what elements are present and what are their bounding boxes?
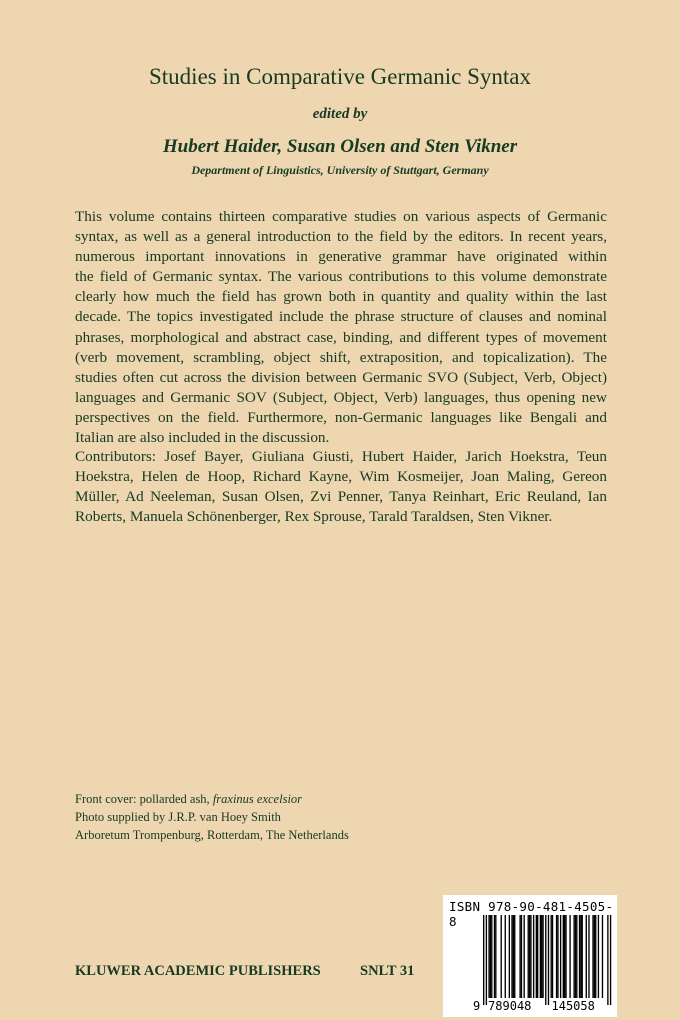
barcode-bar	[575, 915, 576, 998]
barcode-bar	[495, 915, 496, 998]
species-name: fraxinus excelsior	[212, 792, 303, 806]
barcode-bar	[569, 915, 570, 998]
barcode-bar	[491, 915, 492, 998]
barcode-bar	[576, 915, 577, 998]
photo-location: Arboretum Trompenburg, Rotterdam, The Netherlands	[75, 828, 349, 842]
barcode-bar	[542, 915, 543, 998]
barcode-bar	[536, 915, 537, 998]
contributors-paragraph	[75, 447, 607, 527]
barcode-bar	[529, 915, 530, 998]
barcode-bar	[610, 915, 611, 1005]
barcode-bar	[545, 915, 546, 1005]
text-line: decade. The topics investigated include the phrase structure of clauses and nominal	[75, 308, 607, 326]
barcode-bar	[573, 915, 574, 998]
barcode-bar	[509, 915, 510, 998]
text-line: syntax, as well as a general introduction to the field by the editors. In recent years,	[75, 228, 607, 246]
barcode-digits: 9	[473, 999, 481, 1013]
isbn-label: ISBN 978-90-481-4505-8	[449, 899, 614, 929]
barcode-bar	[607, 915, 608, 1005]
text-line: clearly how much the field has grown both in quantity and quality within the last	[75, 288, 607, 306]
front-cover-text: Front cover: pollarded ash,	[75, 792, 213, 806]
editors: Hubert Haider, Susan Olsen and Sten Vikner	[162, 136, 518, 157]
barcode-bar	[540, 915, 541, 998]
barcode-bar	[513, 915, 514, 998]
text-line: Contributors: Josef Bayer, Giuliana Giusti, Hubert Haider, Jarich Hoekstra, Teun	[75, 448, 607, 465]
barcode-bar	[598, 915, 599, 998]
barcode-bar	[551, 915, 552, 998]
barcode-bar	[594, 915, 595, 998]
text-line: Italian are also included in the discussion.	[75, 429, 330, 447]
barcode-bar	[560, 915, 561, 998]
barcode-bar	[563, 915, 564, 998]
text-line: perspectives on the field. Furthermore, non-Germanic languages like Bengali and	[75, 408, 607, 426]
text-line: languages and Germanic SOV (Subject, Object, Verb) languages, thus opening new	[75, 388, 607, 406]
front-cover-credit	[75, 790, 349, 808]
barcode-bar	[582, 915, 583, 998]
text-line: Roberts, Manuela Schönenberger, Rex Sprouse, Tarald Taraldsen, Sten Vikner.	[75, 508, 553, 526]
barcode-bar	[501, 915, 502, 998]
text-line: Müller, Ad Neeleman, Susan Olsen, Zvi Penner, Tanya Reinhart, Eric Reuland, Ian	[75, 488, 607, 506]
barcode-bar	[595, 915, 596, 998]
barcode-bar	[488, 915, 489, 998]
text-line: numerous important innovations in generative grammar have originated within	[75, 248, 607, 266]
text-line: the field of Germanic syntax. The various contributions to this volume demonstrate	[75, 268, 607, 286]
barcode-bar	[494, 915, 495, 998]
barcode-bar	[537, 915, 538, 998]
publisher-name: KLUWER ACADEMIC PUBLISHERS	[75, 963, 321, 979]
barcode-bar	[533, 915, 534, 998]
barcode-bar	[602, 915, 603, 998]
barcode-bar	[564, 915, 565, 998]
text-line: (verb movement, scrambling, object shift, extraposition, and topicalization). The	[75, 348, 607, 366]
barcode-digits: 145058	[551, 999, 595, 1013]
barcode-bar	[552, 915, 553, 998]
photo-credit: Photo supplied by J.R.P. van Hoey Smith	[75, 810, 281, 824]
barcode-bar	[557, 915, 558, 998]
barcode-digits: 789048	[488, 999, 532, 1013]
barcode-bar	[519, 915, 520, 998]
isbn-barcode	[443, 895, 617, 1017]
barcode-bar	[514, 915, 515, 998]
barcode-bar	[579, 915, 580, 998]
barcode-bar	[505, 915, 506, 998]
barcode-bar	[528, 915, 529, 998]
barcode-bar	[486, 915, 487, 1005]
description-paragraph	[75, 207, 607, 448]
barcode-bar	[592, 915, 593, 998]
book-title: Studies in Comparative Germanic Syntax	[149, 64, 531, 89]
barcode-bar	[565, 915, 566, 998]
barcode-bar	[588, 915, 589, 998]
barcode-bar	[541, 915, 542, 998]
text-line: phrases, morphological and abstract case, binding, and different types of movement	[75, 328, 607, 346]
edited-by-label: edited by	[312, 106, 368, 122]
barcode-bar	[521, 915, 522, 998]
barcode-bar	[548, 915, 549, 1005]
text-line: Hoekstra, Helen de Hoop, Richard Kayne, Wim Kosmeijer, Joan Maling, Gereon	[75, 468, 607, 486]
barcode-bar	[586, 915, 587, 998]
barcode-bar	[511, 915, 512, 998]
barcode-bar	[524, 915, 525, 998]
barcode-bar	[490, 915, 491, 998]
series-number: SNLT 31	[360, 963, 415, 979]
text-line: This volume contains thirteen comparative studies on various aspects of Germanic	[75, 208, 607, 225]
barcode-bar	[483, 915, 484, 1005]
barcode-bar	[556, 915, 557, 998]
cover-credits	[75, 790, 349, 844]
text-line: studies often cut across the division between Germanic SVO (Subject, Verb, Object)	[75, 368, 607, 386]
barcode-bars	[443, 895, 617, 1017]
affiliation: Department of Linguistics, University of Stuttgart, Germany	[191, 163, 489, 177]
barcode-bar	[580, 915, 581, 998]
barcode-bar	[530, 915, 531, 998]
